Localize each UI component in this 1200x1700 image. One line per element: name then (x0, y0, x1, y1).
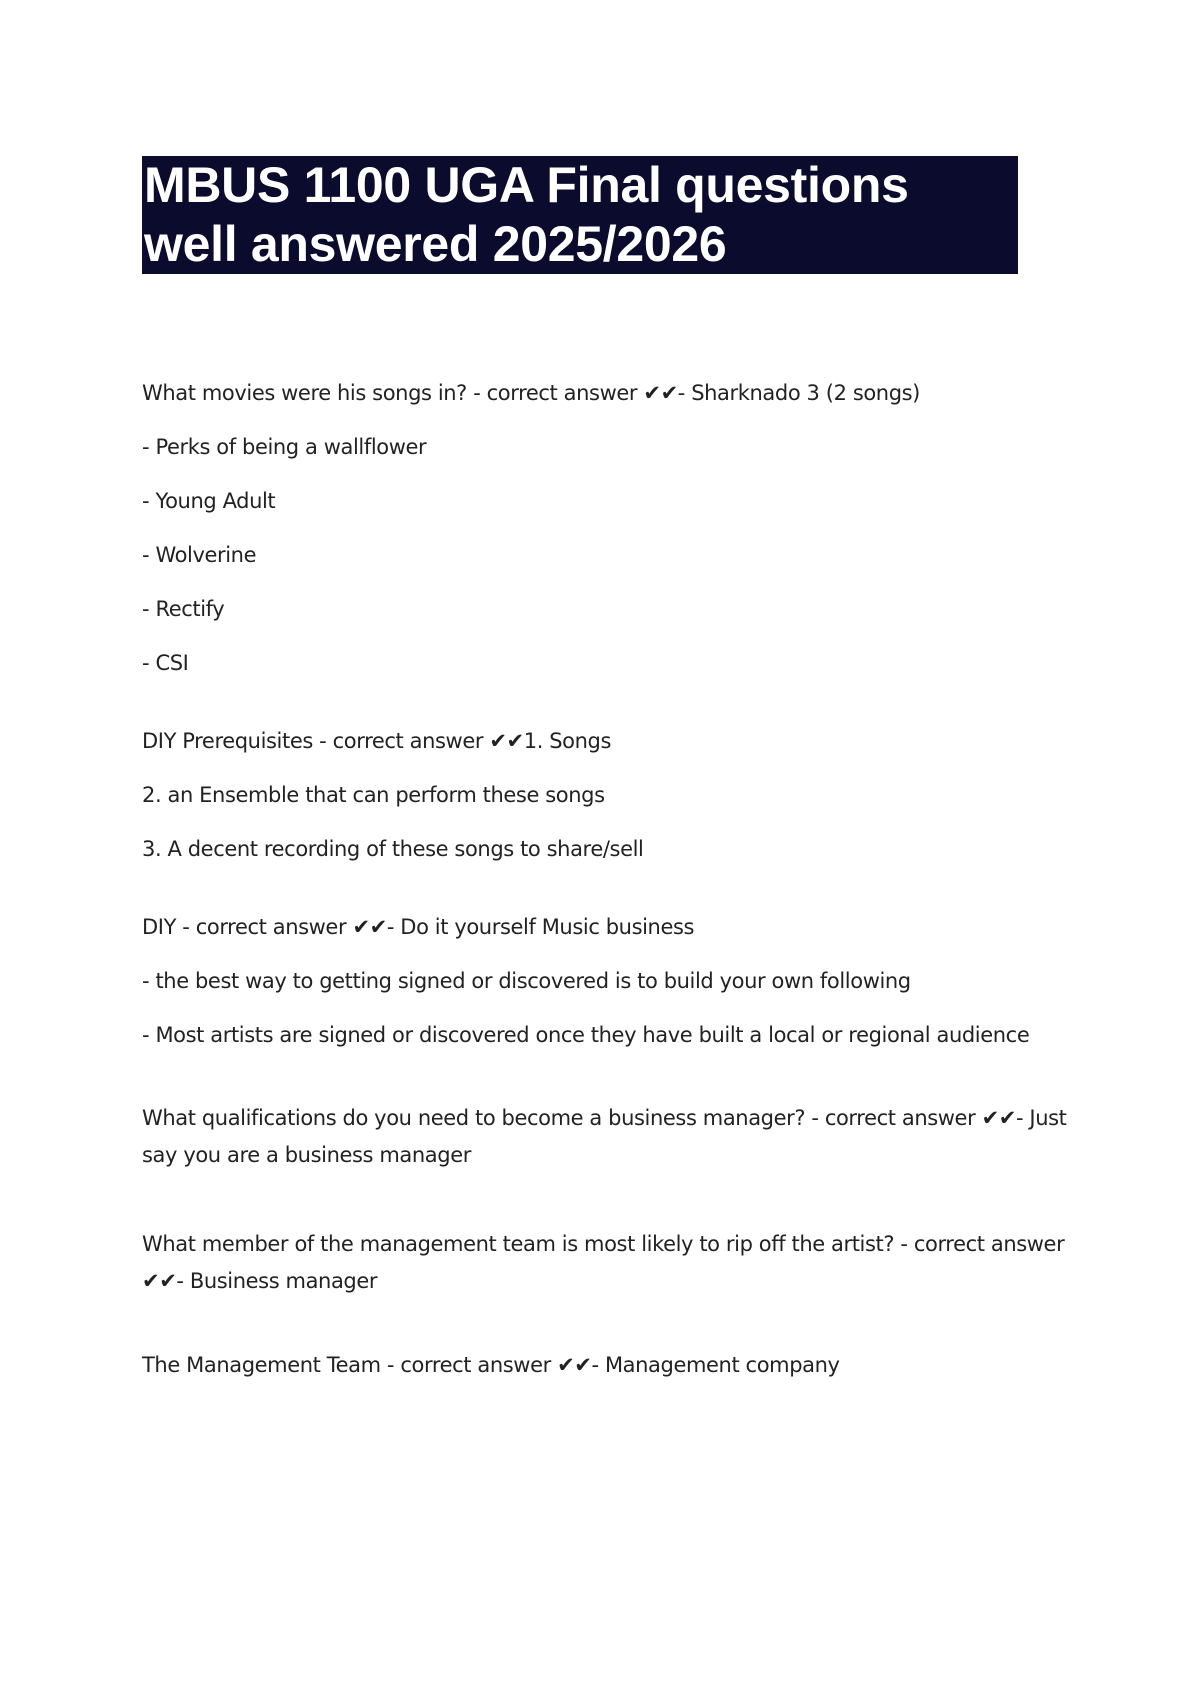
title-banner (142, 156, 1018, 274)
qa-answer-line: - Perks of being a wallflower (142, 435, 427, 459)
qa-answer-line: - Most artists are signed or discovered once they have built a local or regional audience (142, 1023, 1030, 1047)
qa-question-line: DIY Prerequisites - correct answer ✔✔1. Songs (142, 729, 612, 753)
qa-list (142, 380, 1072, 1430)
qa-answer-line: 3. A decent recording of these songs to share/sell (142, 837, 644, 861)
qa-answer-line: - Rectify (142, 597, 225, 621)
document-title: MBUS 1100 UGA Final questions well answered 2025/2026 (144, 157, 909, 272)
qa-answer-line: - Young Adult (142, 489, 276, 513)
qa-question-line: What movies were his songs in? - correct answer ✔✔- Sharknado 3 (2 songs) (142, 381, 920, 405)
qa-item (142, 728, 1072, 862)
qa-answer-line: - Wolverine (142, 543, 257, 567)
qa-question-line: What qualifications do you need to become a business manager? - correct answer ✔✔- Just say you are a business manager (142, 1106, 1067, 1167)
qa-answer-line: 2. an Ensemble that can perform these songs (142, 783, 605, 807)
qa-question-line: What member of the management team is most likely to rip off the artist? - correct answer ✔✔- Business manager (142, 1232, 1065, 1293)
qa-answer-line: - CSI (142, 651, 189, 675)
qa-question-line: The Management Team - correct answer ✔✔- Management company (142, 1353, 840, 1377)
qa-item (142, 380, 1072, 676)
qa-question-line: DIY - correct answer ✔✔- Do it yourself Music business (142, 915, 695, 939)
qa-item (142, 914, 1072, 1048)
qa-item (142, 1100, 1072, 1174)
qa-answer-line: - the best way to getting signed or discovered is to build your own following (142, 969, 911, 993)
qa-item (142, 1226, 1072, 1300)
qa-item (142, 1352, 1072, 1378)
